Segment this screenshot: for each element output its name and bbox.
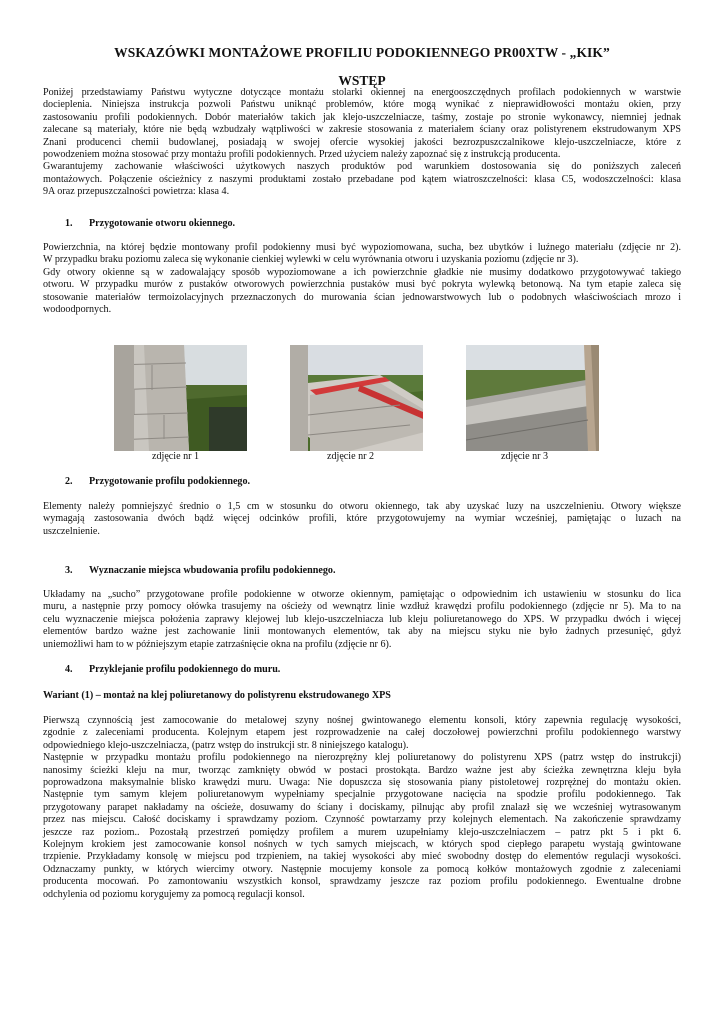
section-number: 3. — [65, 565, 73, 576]
text-line: przez nas miejscu. Całość dociskamy i sprawdzamy poziom. Czynność powtarzamy przy kolejnych elementach. Na zakończenie sprawdzamy — [43, 814, 681, 826]
text-line: Elementy należy pomniejszyć średnio o 1,5 cm w stosunku do otworu okiennego, tak aby uzyskać luzy na uszczelnieniu. Otwory większe — [43, 501, 681, 512]
variant-1-paragraph — [43, 715, 681, 901]
text-line: przygotowany parapet nakładamy na ościeże, dosuwamy do ściany i dociskamy, pilnując aby profil znalazł się we wcześniej wytrasowanym — [43, 801, 681, 813]
text-line: Następnie w przypadku montażu profilu podokiennego na nierozprężny klej poliuretanowy do polistyrenu XPS (patrz wstęp do instrukcji) — [43, 752, 681, 764]
text-line: wymagają zastosowania dwóch bądź więcej odcinków profili, które przygotowujemy na wymiar wcześniej, pamiętając o luzach na — [43, 513, 681, 525]
section-2-paragraph — [43, 501, 681, 538]
text-line: Kolejnym krokiem jest zamocowanie konsol nośnych w tych samych miejscach, w których spod ciepłego parapetu wystają gwintowane — [43, 839, 681, 851]
text-line: nanosimy ścieżki kleju na mur, tworząc zamknięty obwód w postaci prostokąta. Bardzo ważne jest aby ścieżka zewnętrzna kleju była — [43, 764, 681, 776]
section-number: 4. — [65, 664, 73, 675]
section-number: 1. — [65, 218, 73, 229]
photo-2-caption: zdjęcie nr 2 — [327, 451, 375, 462]
text-line: muru, a następnie przy pomocy ołówka trasujemy na ościeży od wewnątrz linie wzdłuż krawędzi profilu podokiennego (zdjęcie nr 5). Ma to na — [43, 601, 681, 613]
text-line: trzpienie. Przykładamy konsolę w miejscu pod trzpieniem, na takiej wysokości aby mieć swobodny dostęp do elementów regulacji wysokości. — [43, 851, 681, 863]
section-3-paragraph — [43, 589, 681, 651]
section-heading-text: Przygotowanie profilu podokiennego. — [89, 476, 251, 487]
text-line: stosowanie materiałów termoizolacyjnych przeznaczonych do murowania ścian jednowarstwowych lub o podobnych właściwościach mrozo i — [43, 291, 681, 303]
section-heading-text: Wyznaczanie miejsca wbudowania profilu podokiennego. — [89, 565, 336, 576]
text-line: uszczelnienie. — [43, 525, 100, 537]
text-line: Powierzchnia, na której będzie montowany profil podokienny musi być wypoziomowana, sucha, bez ubytków i luźnego materiału (zdjęcie nr 2). — [43, 242, 681, 253]
text-line: Następnie tym samym klejem poliuretanowym wypełniamy specjalnie przygotowane nacięcia na spodzie profilu podokiennego. Tak — [43, 789, 681, 801]
photo-1-image — [114, 345, 247, 451]
text-line: wodoodpornych. — [43, 304, 112, 316]
photo-3-caption: zdjęcie nr 3 — [501, 451, 549, 462]
text-line: Gwarantujemy zachowanie właściwości użytkowych naszych produktów pod warunkiem dostosowania się do poniższych zaleceń — [43, 161, 681, 173]
document-title: WSKAZÓWKI MONTAŻOWE PROFILIU PODOKIENNEGO PR00XTW - „KIK” — [114, 45, 610, 60]
text-line: Układamy na „sucho” przygotowane profile podokienne w otworze okiennym, pamiętając o odpowiednim ich ustawieniu w stosunku do lica — [43, 589, 681, 600]
intro-paragraph — [43, 87, 681, 199]
section-3-heading — [43, 565, 681, 577]
text-line: Poniżej przedstawiamy Państwu wytyczne dotyczące montażu stolarki okiennej na energooszczędnych profilach podokiennych w warstwie — [43, 87, 681, 98]
text-line: zalecane są materiały, które nie będą wzbudzały wątpliwości w zakresie stosowania z materiałem ściany oraz polistyrenem ekstrudowanym XPS — [43, 124, 681, 136]
text-line: Gdy otwory okienne są w zadowalający sposób wypoziomowane a ich powierzchnie gładkie nie musimy dodatkowo przygotowywać takiego — [43, 266, 681, 278]
photo-2-image — [290, 345, 423, 451]
text-line: powodzeniem można stosować przy montażu profili podokiennych. Przed użyciem należy zapoznać się z instrukcją producenta. — [43, 149, 561, 161]
text-line: odpowiedniego klejo-uszczelniacza, (patrz wstęp do instrukcji str. 8 niniejszego katalogu). — [43, 739, 409, 751]
text-line: poprowadzona maksymalnie blisko krawędzi muru. Uwaga: Nie dopuszcza się stosowania piany pistoletowej rozprężnej do montażu okien. — [43, 777, 681, 789]
photo-1-caption: zdjęcie nr 1 — [152, 451, 200, 462]
section-4-heading — [43, 664, 681, 676]
text-line: elementów bardzo ważne jest zachowanie linii montowanych elementów, tak aby na miejscu styku nie było żadnych przesunięć, gdyż — [43, 626, 681, 638]
photo-2 — [290, 345, 423, 451]
text-line: uniemożliwi ham to w późniejszym etapie zatrzaśnięcie okna na profilu (zdjęcie nr 6). — [43, 638, 392, 650]
photo-1 — [114, 345, 247, 451]
section-heading-text: Przyklejanie profilu podokiennego do muru. — [89, 664, 281, 675]
section-title-intro: WSTĘP — [338, 73, 386, 88]
section-1-heading — [43, 218, 681, 230]
section-number: 2. — [65, 476, 73, 487]
section-heading-text: Przygotowanie otworu okiennego. — [89, 218, 236, 229]
text-line: celu wyznaczenie miejsca położenia zaprawy klejowej lub klejo-uszczelniacza lub kleju poliuretanowego do XPS. W przypadku dwóch i więcej — [43, 613, 681, 625]
text-line: zgodnie z zaleceniami producenta. Kolejnym etapem jest rozprowadzenie na całej doczołowej powierzchni profilu podokiennego warstwy — [43, 727, 681, 739]
section-1-paragraph — [43, 242, 681, 316]
text-line: jeszcze raz poziom.. Pozostałą przestrzeń pomiędzy profilem a murem uzupełniamy klejo-uszczelniaczem – patrz pkt 5 i pkt 6. — [43, 826, 681, 838]
photo-3-image — [466, 345, 599, 451]
text-line: W przypadku braku poziomu zaleca się wykonanie cienkiej wylewki w celu wyrównania otworu i uzyskania poziomu (zdjęcie nr 3). — [43, 254, 579, 266]
text-line: Odznaczamy punkty, w których wiercimy otwory. Następnie mocujemy konsole za pomocą kołków montażowych zgodnie z zaleceniami — [43, 863, 681, 875]
text-line: zastosowaniu profili podokiennych. Dobór materiałów takich jak klejo-uszczelniacze, taśmy, zostaje po stronie wykonawcy, niemniej jednak — [43, 111, 681, 123]
text-line: Znani producenci chemii budowlanej, posiadają w swojej ofercie wysokiej jakości bezrozpuszczalnikowe klejo-uszczelniacze, które z — [43, 136, 681, 148]
text-line: producenta mocowań. Po zamontowaniu wszystkich konsol, sprawdzamy jeszcze raz poziom profilu podokiennego. Ewentualne drobne — [43, 876, 681, 888]
text-line: montażowych. Połączenie ościeżnicy z naszymi produktami zostało przebadane pod kątem wiatroszczelności: klasa C5, wodoszczelności: klasa — [43, 173, 681, 185]
photo-3 — [466, 345, 599, 451]
text-line: otworu. W przypadku murów z pustaków otworowych powierzchnia pustaków musi być pokryta wylewką betonową. Na tym etapie zaleca się — [43, 279, 681, 291]
text-line: docieplenia. Niniejsza instrukcja pozwoli Państwu uniknąć problemów, które mogą wynikać z nieprawidłowości montażu okien, przy — [43, 99, 681, 111]
text-line: Pierwszą czynnością jest zamocowanie do metalowej szyny nośnej gwintowanego elementu konsoli, który zapewnia regulację wysokości, — [43, 715, 681, 726]
text-line: odchylenia od poziomu korygujemy za pomocą regulacji konsol. — [43, 888, 305, 900]
section-2-heading — [43, 476, 681, 488]
variant-1-heading: Wariant (1) – montaż na klej poliuretanowy do polistyrenu ekstrudowanego XPS — [43, 690, 391, 701]
text-line: 9A oraz przepuszczalności powietrza: klasa 4. — [43, 186, 230, 198]
